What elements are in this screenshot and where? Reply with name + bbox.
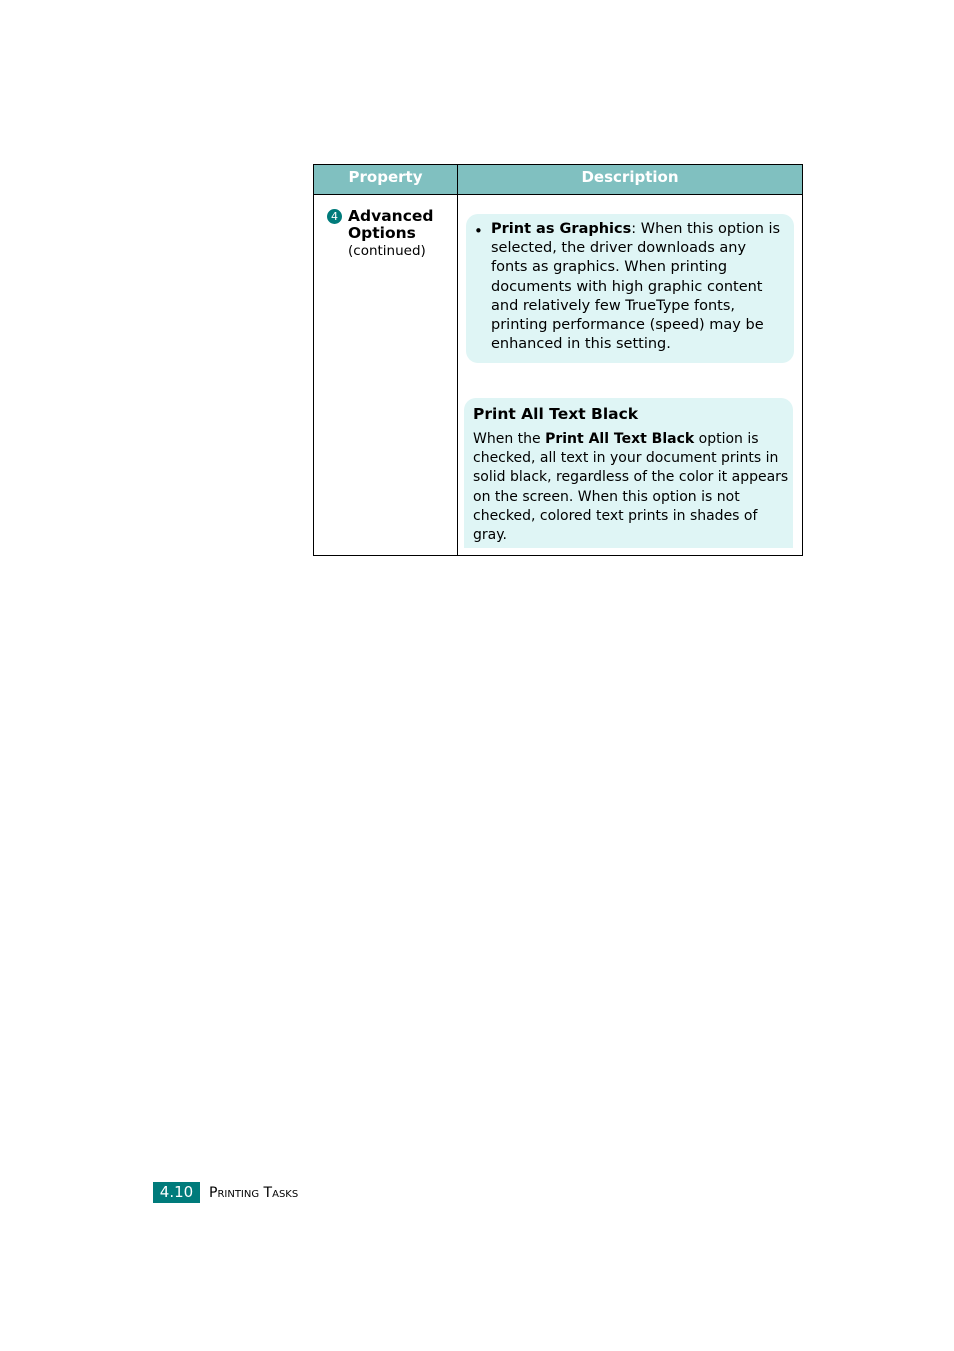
header-property: Property [348,168,423,186]
step-number-icon: 4 [327,209,342,224]
black-text-bold: Print All Text Black [545,431,695,447]
property-name-line1: Advanced [348,207,434,225]
print-as-graphics-description: : When this option is selected, the driver downloads any fonts as graphics. When printing documents with high graphic content and relatively few TrueType fonts, printing performance (speed) may be enhanced in this setting. [491,221,781,353]
property-table [313,164,803,556]
black-text-after: option is checked, all text in your document prints in solid black, regardless of the color it appears on the screen. When this option is not checked, colored text prints in shades of gray. [473,431,789,544]
print-all-text-black-box [464,398,793,548]
section-title: Printing Tasks [209,1185,299,1201]
header-description: Description [581,168,679,186]
table-header-row [314,165,802,195]
page-number-badge: 4.10 [153,1182,200,1203]
print-as-graphics-text [491,220,787,354]
print-all-text-black-title: Print All Text Black [473,405,639,423]
black-text-before: When the [473,431,546,447]
print-as-graphics-box [466,214,794,363]
column-divider [457,165,458,555]
print-all-text-black-text [473,430,793,545]
property-name [348,208,434,242]
property-name-line2: Options [348,224,416,242]
bullet-icon: • [474,222,483,240]
print-as-graphics-label: Print as Graphics [491,221,632,237]
property-note: (continued) [348,243,426,259]
